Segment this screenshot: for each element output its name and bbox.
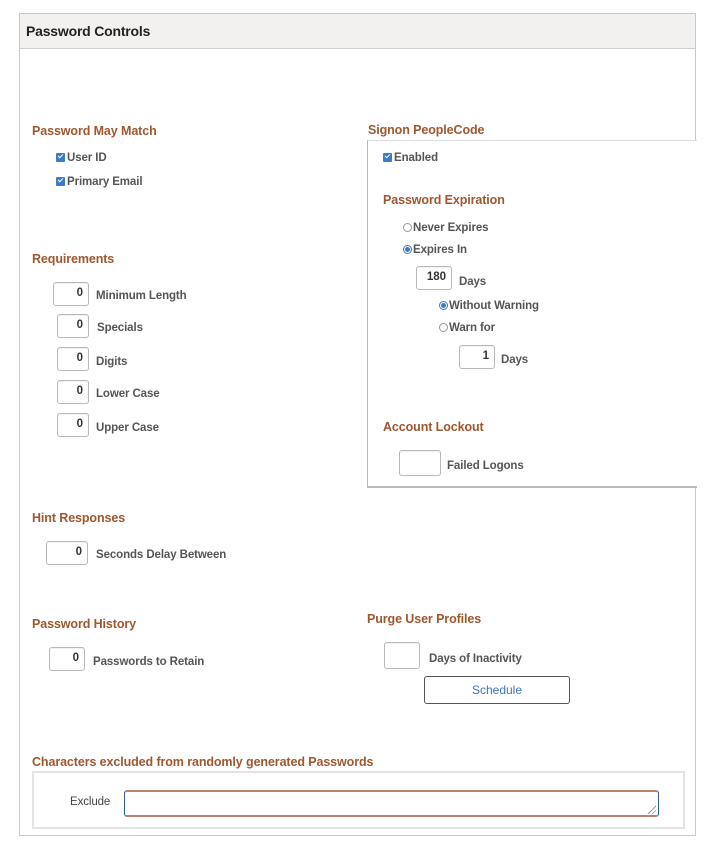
checkbox-checked-icon — [56, 153, 65, 162]
lower-case-input[interactable]: 0 — [57, 380, 89, 404]
warn-days-input[interactable]: 1 — [459, 345, 495, 369]
panel-title: Password Controls — [26, 23, 151, 39]
seconds-delay-input[interactable]: 0 — [46, 541, 88, 565]
digits-label: Digits — [96, 356, 128, 368]
minimum-length-label: Minimum Length — [96, 290, 187, 302]
primary-email-label: Primary Email — [67, 176, 143, 188]
primary-email-checkbox[interactable] — [56, 176, 142, 188]
user-id-label: User ID — [67, 152, 107, 164]
hint-responses-title: Hint Responses — [32, 511, 126, 525]
passwords-to-retain-input[interactable]: 0 — [49, 647, 85, 671]
signon-peoplecode-title: Signon PeopleCode — [368, 123, 485, 137]
lower-case-label: Lower Case — [96, 388, 160, 400]
user-id-checkbox[interactable] — [56, 152, 107, 164]
minimum-length-input[interactable]: 0 — [53, 282, 89, 306]
upper-case-label: Upper Case — [96, 422, 159, 434]
panel-header — [20, 14, 695, 49]
exclude-textarea[interactable] — [124, 790, 659, 817]
schedule-button[interactable]: Schedule — [424, 676, 570, 704]
may-match-title: Password May Match — [32, 124, 157, 138]
expiration-days-input[interactable]: 180 — [416, 266, 452, 290]
failed-logons-input[interactable] — [399, 450, 441, 476]
specials-input[interactable]: 0 — [57, 314, 89, 338]
never-expires-radio[interactable] — [403, 222, 488, 234]
resize-grip-icon[interactable] — [646, 804, 656, 814]
checkbox-checked-icon — [56, 177, 65, 186]
radio-selected-icon — [439, 301, 448, 310]
requirements-title: Requirements — [32, 252, 115, 266]
expiration-days-label: Days — [459, 276, 487, 288]
radio-unselected-icon — [403, 223, 412, 232]
radio-selected-icon — [403, 245, 412, 254]
specials-label: Specials — [97, 322, 143, 334]
never-expires-label: Never Expires — [413, 222, 489, 234]
failed-logons-label: Failed Logons — [447, 460, 524, 472]
expires-in-radio[interactable] — [403, 244, 467, 256]
radio-unselected-icon — [439, 323, 448, 332]
warn-for-label: Warn for — [449, 322, 496, 334]
without-warning-radio[interactable] — [439, 300, 539, 312]
expires-in-label: Expires In — [413, 244, 467, 256]
enabled-label: Enabled — [394, 152, 439, 164]
upper-case-input[interactable]: 0 — [57, 413, 89, 437]
account-lockout-title: Account Lockout — [383, 420, 484, 434]
warn-for-radio[interactable] — [439, 322, 495, 334]
checkbox-checked-icon — [383, 153, 392, 162]
excluded-characters-title: Characters excluded from randomly generated Passwords — [32, 755, 374, 769]
days-of-inactivity-label: Days of Inactivity — [429, 653, 522, 665]
digits-input[interactable]: 0 — [57, 347, 89, 371]
days-of-inactivity-input[interactable] — [384, 642, 420, 669]
seconds-delay-label: Seconds Delay Between — [96, 549, 227, 561]
passwords-to-retain-label: Passwords to Retain — [93, 656, 205, 668]
exclude-label: Exclude — [70, 796, 111, 808]
password-history-title: Password History — [32, 617, 136, 631]
password-expiration-title: Password Expiration — [383, 193, 505, 207]
enabled-checkbox[interactable] — [383, 152, 438, 164]
warn-days-label: Days — [501, 354, 529, 366]
without-warning-label: Without Warning — [449, 300, 539, 312]
purge-user-profiles-title: Purge User Profiles — [367, 612, 482, 626]
